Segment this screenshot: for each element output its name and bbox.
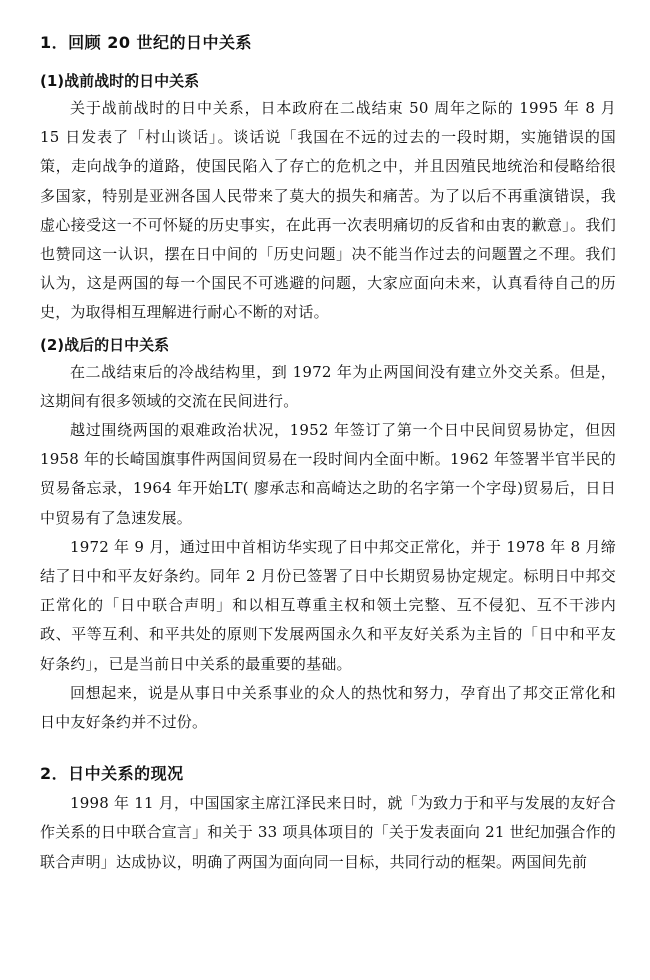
paragraph: 1998 年 11 月，中国国家主席江泽民来日时，就「为致力于和平与发展的友好合作关系的日中联合宣言」和关于 33 项具体项目的「关于发表面向 21 世纪加强合作的联合声明」达成协议，明确了两国为面向同一目标，共同行动的框架。两国间先前 (40, 794, 616, 871)
section-1-heading: 1．回顾 20 世纪的日中关系 (40, 33, 253, 52)
paragraph: 回想起来，说是从事日中关系事业的众人的热忱和努力，孕育出了邦交正常化和日中友好条约并不过份。 (40, 683, 616, 732)
section-2-heading: 2．日中关系的现况 (40, 764, 184, 784)
paragraph: 关于战前战时的日中关系，日本政府在二战结束 50 周年之际的 1995 年 8 月 15 日发表了「村山谈话」。谈话说「我国在不远的过去的一段时期，实施错误的国策，走向战争的道路，使国民陷入了存亡的危机之中，并且因殖民地统治和侵略给很多国家，特别是亚洲各国人民带来了莫大的损失和痛苦。为了以后不再重演错误，我虚心接受这一不可怀疑的历史事实，在此再一次表明痛切的反省和由衷的歉意」。我们也赞同这一认识，摆在日中间的「历史问题」决不能当作过去的问题置之不理。我们认为，这是两国的每一个国民不可逃避的问题，大家应面向未来，认真看待自己的历史，为取得相互理解进行耐心不断的对话。 (40, 99, 616, 322)
section-spacer (40, 737, 616, 761)
paragraph: 1972 年 9 月，通过田中首相访华实现了日中邦交正常化，并于 1978 年 8 月缔结了日中和平友好条约。同年 2 月份已签署了日中长期贸易协定规定。标明日中邦交正常化的「日中联合声明」和以相互尊重主权和领土完整、互不侵犯、互不干涉内政、平等互利、和平共处的原则下发展两国永久和平友好关系为主旨的「日中和平友好条约」，已是当前日中关系的最重要的基础。 (40, 537, 616, 673)
paragraph: 在二战结束后的冷战结构里，到 1972 年为止两国间没有建立外交关系。但是，这期间有很多领域的交流在民间进行。 (40, 362, 616, 410)
subsection-1-heading: (1)战前战时的日中关系 (40, 72, 200, 90)
paragraph: 越过围绕两国的艰难政治状况，1952 年签订了第一个日中民间贸易协定，但因 1958 年的长崎国旗事件两国间贸易在一段时间内全面中断。1962 年签署半官半民的贸易备忘录，1964 年开始LT( 廖承志和高崎达之助的名字第一个字母)贸易后，日日中贸易有了急速发展。 (40, 421, 616, 527)
subsection-2-heading: (2)战后的日中关系 (40, 335, 170, 354)
